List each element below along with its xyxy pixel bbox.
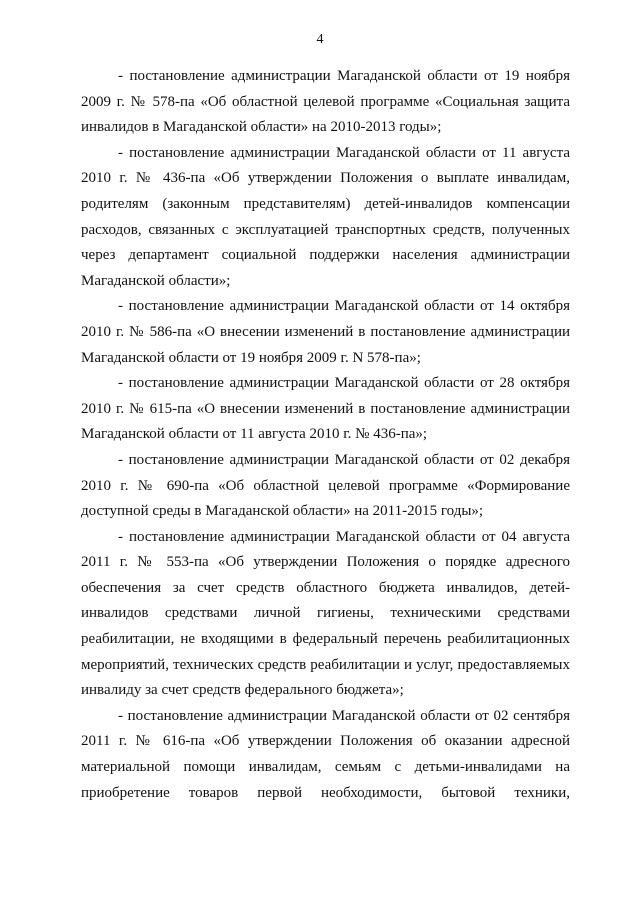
- paragraph-resolution-615: - постановление администрации Магаданской области от 28 октября 2010 г. № 615-па «О внесении изменений в постановление администрации Магаданской области от 11 августа 2010 г. № 436-па»;: [81, 375, 570, 443]
- paragraph-resolution-578: - постановление администрации Магаданской области от 19 ноября 2009 г. № 578-па «Об областной целевой программе «Социальная защита инвалидов в Магаданской области» на 2010-2013 годы»;: [81, 68, 570, 136]
- paragraph-resolution-436: - постановление администрации Магаданской области от 11 августа 2010 г. № 436-па «Об утверждении Положения о выплате инвалидам, родителям (законным представителям) детей-инвалидов компенсации расходов, связанных с эксплуатацией транспортных средств, полученных через департамент социальной поддержки населения администрации Магаданской области»;: [81, 144, 570, 289]
- page-number: 4: [316, 32, 324, 47]
- paragraph-resolution-616: - постановление администрации Магаданской области от 02 сентября 2011 г. № 616-па «Об утверждении Положения об оказании адресной материальной помощи инвалидам, семьям с детьми-инвалидами на приобретение товаров первой необходимости, бытовой техники,: [81, 707, 570, 801]
- paragraph-resolution-586: - постановление администрации Магаданской области от 14 октября 2010 г. № 586-па «О внесении изменений в постановление администрации Магаданской области от 19 ноября 2009 г. N 578-па»;: [81, 298, 570, 366]
- paragraph-resolution-690: - постановление администрации Магаданской области от 02 декабря 2010 г. № 690-па «Об областной целевой программе «Формирование доступной среды в Магаданской области» на 2011-2015 годы»;: [81, 451, 570, 520]
- document-body: [81, 64, 570, 806]
- paragraph-resolution-553: - постановление администрации Магаданской области от 04 августа 2011 г. № 553-па «Об утверждении Положения о порядке адресного обеспечения за счет средств областного бюджета инвалидов, детей-инвалидов средствами личной гигиены, техническими средствами реабилитации, не входящими в федеральный перечень реабилитационных мероприятий, технических средств реабилитации и услуг, предоставляемых инвалиду за счет средств федерального бюджета»;: [81, 528, 570, 699]
